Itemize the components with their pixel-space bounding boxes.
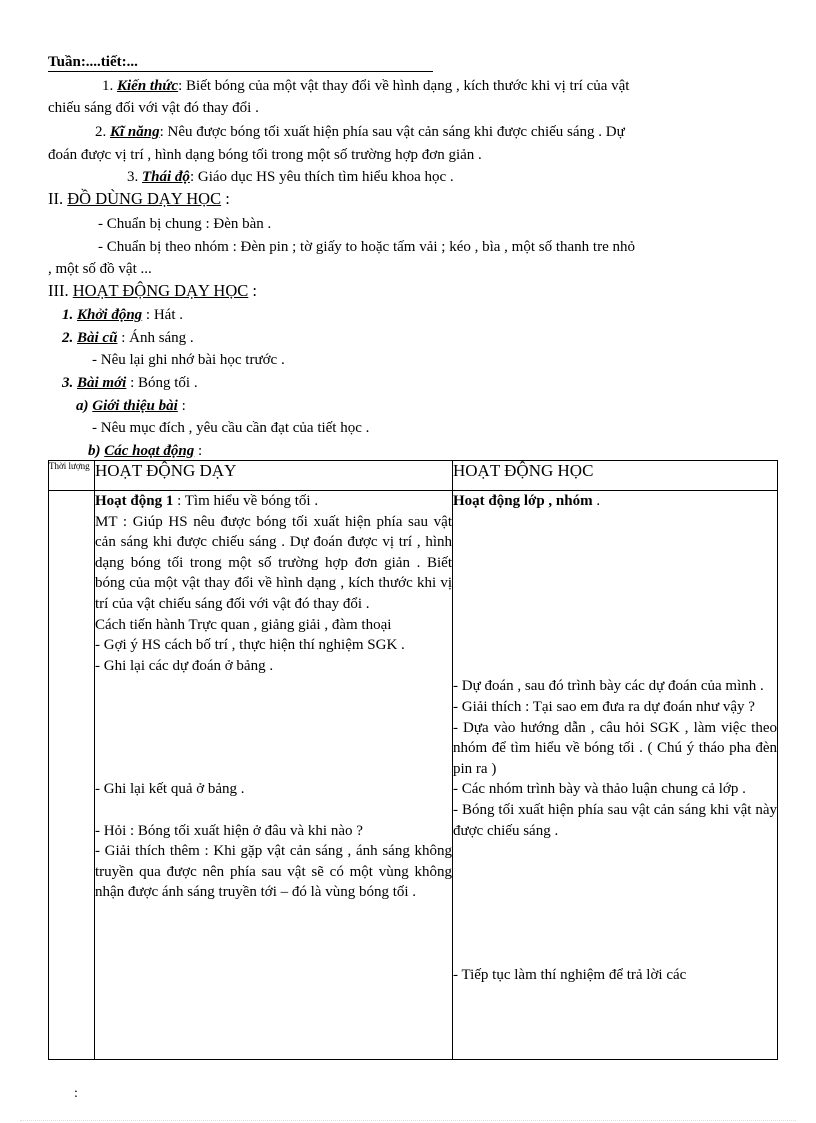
learn-step-5: - Bóng tối xuất hiện phía sau vật cản sáng khi vật này được chiếu sáng . [453,801,777,839]
prep-group: - Chuẩn bị theo nhóm : Đèn pin ; tờ giấy to hoặc tấm vải ; kéo , bìa , một số thanh tre nhỏ [98,239,636,255]
teach-step-5: - Giải thích thêm : Khi gặp vật cản sáng , ánh sáng không truyền qua được nên phía sau vật sẽ có một vùng không nhận được ánh sáng truyền tới – đó là vùng bóng tối . [95,843,452,901]
learn-step-4: - Các nhóm trình bày và thảo luận chung cả lớp . [453,781,746,798]
step-review: 2. Bài cũ : Ánh sáng . [62,330,194,346]
step-review-sub: - Nêu lại ghi nhớ bài học trước . [92,352,285,368]
week-header [48,52,776,72]
learn-step-1: - Dự đoán , sau đó trình bày các dự đoán của mình . [453,678,764,695]
footer-mark: : [74,1086,78,1101]
learning-title: Hoạt động lớp , nhóm . [453,493,601,509]
step-intro-sub: - Nêu mục đích , yêu cầu cần đạt của tiết học . [92,420,370,436]
header-learning: HOẠT ĐỘNG HỌC [453,461,778,491]
step-intro: a) Giới thiệu bài : [76,398,186,414]
teach-step-4: - Hỏi : Bóng tối xuất hiện ở đâu và khi nào ? [95,822,363,839]
step-warmup: 1. Khởi động : Hát . [62,307,183,323]
prep-common: - Chuẩn bị chung : Đèn bàn . [98,216,272,232]
learn-step-6: - Tiếp tục làm thí nghiệm để trả lời các [453,966,687,983]
learning-cell [453,491,778,1060]
objective-attitude: 3. Thái độ: Giáo dục HS yêu thích tìm hiểu khoa học . [127,169,454,185]
section-3-heading: III. HOẠT ĐỘNG DẠY HỌC : [48,281,257,300]
table-header-row [49,461,778,491]
week-label: Tuần:....tiết:... [48,54,433,72]
teaching-cell [95,491,453,1060]
teach-step-1: - Gợi ý HS cách bố trí , thực hiện thí nghiệm SGK . [95,637,405,654]
learn-step-2: - Giải thích : Tại sao em đưa ra dự đoán như vậy ? [453,698,755,715]
objective-skill-cont: đoán được vị trí , hình dạng bóng tối trong một số trường hợp đơn giản . [48,147,482,163]
table-row [49,491,778,1060]
teach-step-2: - Ghi lại các dự đoán ở bảng . [95,657,274,674]
activity-1-goal: MT : Giúp HS nêu được bóng tối xuất hiện phía sau vật cản sáng khi được chiếu sáng . Dự đoán được vị trí , hình dạng bóng tối trong một số trường hợp đơn giản . Biết bóng của một vật thay đổi về hình dạng , kích thước khi vị trí của vật chiếu sáng đối với vật đó thay đổi . [95,513,452,612]
time-cell [49,491,95,1060]
step-activities: b) Các hoạt động : [88,443,203,459]
activity-table [48,460,778,1060]
step-new-lesson: 3. Bài mới : Bóng tối . [62,375,198,391]
objective-knowledge: 1. Kiến thức: Biết bóng của một vật thay đổi về hình dạng , kích thước khi vị trí của vật [102,78,630,94]
teach-step-3: - Ghi lại kết quả ở bảng . [95,781,245,798]
objective-skill: 2. Kĩ năng: Nêu được bóng tối xuất hiện phía sau vật cản sáng khi được chiếu sáng . Dự [95,124,625,140]
header-time: Thời lượng [49,461,95,491]
page-bottom-divider [20,1120,796,1121]
prep-group-cont: , một số đồ vật ... [48,261,152,277]
activity-1-title: Hoạt động 1 : Tìm hiểu về bóng tối . [95,493,319,509]
activity-1-method: Cách tiến hành Trực quan , giảng giải , đàm thoại [95,616,392,633]
section-2-heading: II. ĐỒ DÙNG DẠY HỌC : [48,189,230,208]
objective-knowledge-cont: chiếu sáng đối với vật đó thay đổi . [48,100,259,116]
header-teaching: HOẠT ĐỘNG DẠY [95,461,453,491]
learn-step-3: - Dựa vào hướng dẫn , câu hỏi SGK , làm việc theo nhóm để tìm hiểu về bóng tối . ( Chú ý tháo pha đèn pin ra ) [453,719,777,777]
